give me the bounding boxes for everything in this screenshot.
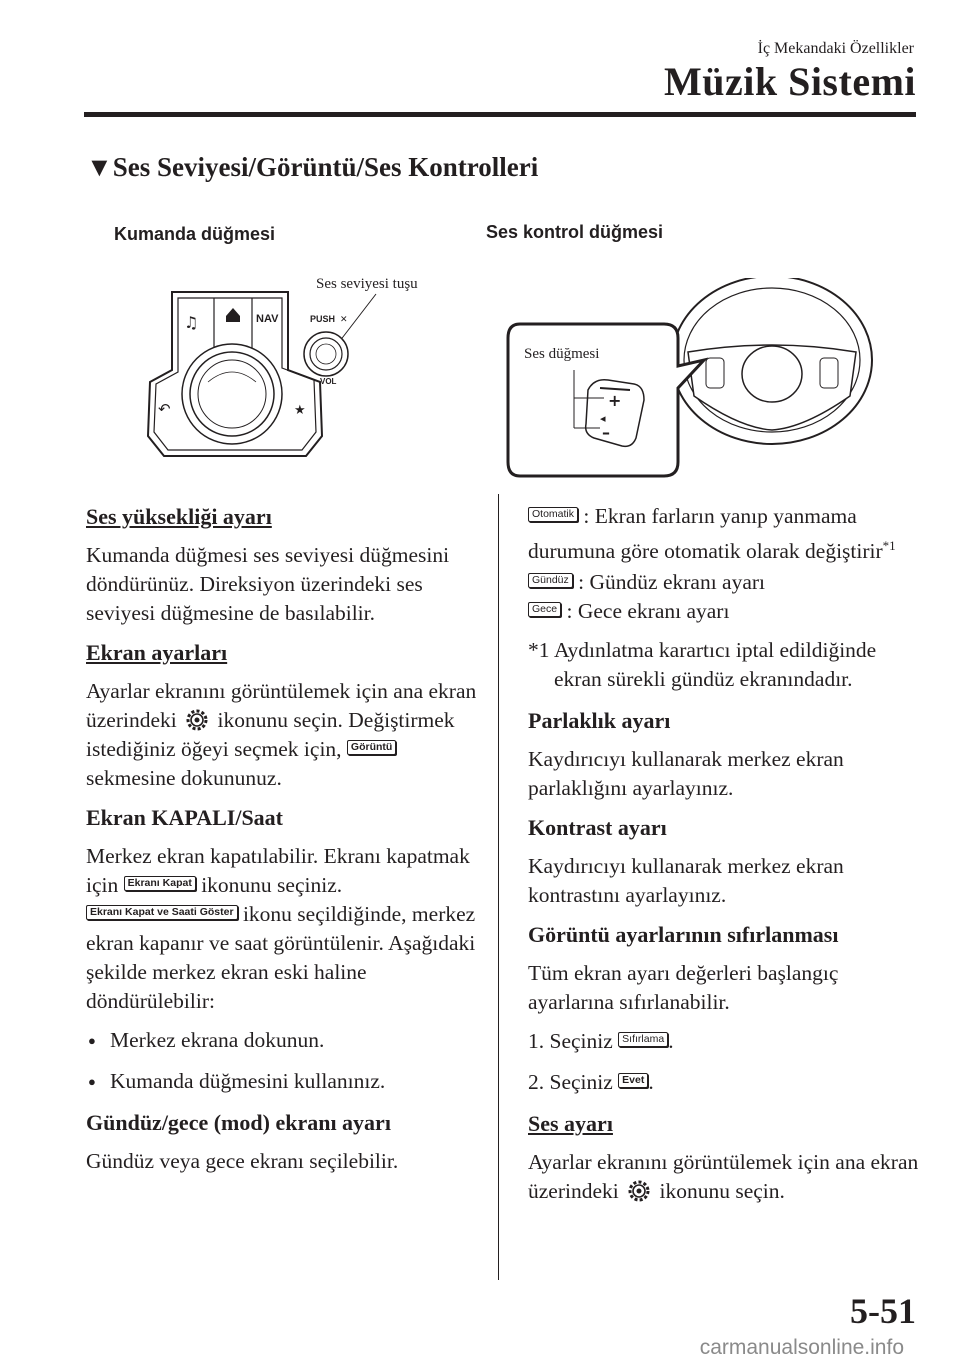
reset-button: Sıfırlama	[618, 1032, 668, 1047]
left-figure-caption: Kumanda düğmesi	[114, 224, 276, 244]
paragraph-day-night: Gündüz veya gece ekranı seçilebilir.	[86, 1149, 399, 1173]
left-column	[86, 502, 486, 1186]
paragraph-night: Gece : Gece ekranı ayarı	[528, 597, 928, 626]
footnote-mark: *1	[528, 638, 550, 663]
gear-icon	[626, 1178, 652, 1204]
paragraph-display: Ayarlar ekranını görüntülemek için ana ekran üzerindeki ikonunu seçin. Değiştirmek istediğiniz öğeyi seçmek için, Görüntü sekmesine dokununuz.	[86, 679, 477, 790]
auto-button: Otomatik	[528, 507, 578, 522]
paragraph-screen-off: Merkez ekran kapatılabilir. Ekranı kapatmak için Ekranı Kapat ikonunu seçiniz. Ekranı Kapat ve Saati Göster ikonu seçildiğinde, merkez ekran kapanır ve saat görüntülenir. Aşağıdaki şekilde merkez ekran eski haline döndürülebilir:	[86, 844, 476, 1013]
list-item: 1. Seçiniz Sıfırlama .	[528, 1029, 674, 1054]
list-item: ● Merkez ekrana dokunun.	[86, 1026, 486, 1055]
list-item: 2. Seçiniz Evet .	[528, 1070, 654, 1095]
gear-icon	[184, 707, 210, 733]
paragraph-day: Gündüz : Gündüz ekranı ayarı	[528, 568, 928, 597]
commander-knob-figure	[140, 270, 460, 470]
paragraph-volume: Kumanda düğmesi ses seviyesi düğmesini döndürünüz. Direksiyon üzerindeki ses seviyesi düğmesine de basılabilir.	[86, 543, 450, 625]
screen-off-button: Ekranı Kapat	[124, 876, 196, 891]
watermark: carmanualsonline.info	[699, 1336, 904, 1359]
heading-reset: Görüntü ayarlarının sıfırlanması	[528, 922, 839, 948]
screen-off-clock-button: Ekranı Kapat ve Saati Göster	[86, 905, 238, 920]
steering-wheel-figure	[504, 278, 914, 480]
vol-label: VOL	[320, 377, 337, 386]
push-label: PUSH	[310, 314, 336, 324]
volume-button-callout: Ses düğmesi	[524, 346, 600, 362]
triangle-down-icon: ▼	[86, 152, 113, 182]
column-divider	[498, 494, 499, 1280]
paragraph-brightness: Kaydırıcıyı kullanarak merkez ekran parlaklığını ayarlayınız.	[528, 747, 844, 801]
star-icon: ★	[294, 403, 306, 418]
music-note-icon: ♫	[184, 313, 199, 332]
speaker-icon: ◂	[600, 412, 606, 425]
back-icon: ↶	[158, 400, 171, 418]
paragraph-contrast: Kaydırıcıyı kullanarak merkez ekran kontrastını ayarlayınız.	[528, 854, 844, 908]
heading-sound: Ses ayarı	[528, 1111, 613, 1137]
heading-brightness: Parlaklık ayarı	[528, 708, 671, 734]
footnote-text: Aydınlatma karartıcı iptal edildiğinde ekran sürekli gündüz ekranındadır.	[554, 638, 877, 692]
paragraph-auto: Otomatik : Ekran farların yanıp yanmama durumuna göre otomatik olarak değiştirir$^{*1}$	[528, 504, 896, 564]
heading-volume: Ses yüksekliği ayarı	[86, 504, 272, 529]
volume-knob-callout: Ses seviyesi tuşu	[316, 276, 418, 292]
page-number: 5-51	[850, 1291, 916, 1331]
paragraph-sound: Ayarlar ekranını görüntülemek için ana ekran üzerindeki ikonunu seçin.	[528, 1150, 919, 1204]
list-item: ● Kumanda düğmesini kullanınız.	[86, 1067, 486, 1096]
display-tab-button: Görüntü	[347, 740, 396, 755]
heading-contrast: Kontrast ayarı	[528, 815, 667, 841]
header-title: Müzik Sistemi	[663, 59, 916, 104]
nav-label: NAV	[256, 313, 279, 325]
night-button: Gece	[528, 602, 561, 617]
heading-day-night: Gündüz/gece (mod) ekranı ayarı	[86, 1110, 391, 1135]
footnote-ref: *1	[882, 538, 896, 553]
minus-icon: –	[602, 423, 610, 442]
header-rule	[84, 112, 916, 117]
footnote	[528, 636, 928, 694]
heading-display: Ekran ayarları	[86, 640, 228, 665]
section-title: ▼Ses Seviyesi/Görüntü/Ses Kontrolleri	[86, 152, 539, 182]
yes-button: Evet	[618, 1073, 648, 1088]
reset-steps	[528, 1027, 928, 1097]
heading-screen-off: Ekran KAPALI/Saat	[86, 805, 284, 830]
right-column	[528, 502, 928, 1216]
mute-icon: ✕	[340, 315, 348, 325]
day-button: Gündüz	[528, 573, 573, 588]
plus-icon: +	[608, 391, 622, 410]
restore-list	[86, 1026, 486, 1096]
header-section: İç Mekandaki Özellikler	[757, 40, 914, 57]
right-figure-caption: Ses kontrol düğmesi	[486, 222, 664, 242]
paragraph-reset: Tüm ekran ayarı değerleri başlangıç ayarlarına sıfırlanabilir.	[528, 961, 839, 1015]
